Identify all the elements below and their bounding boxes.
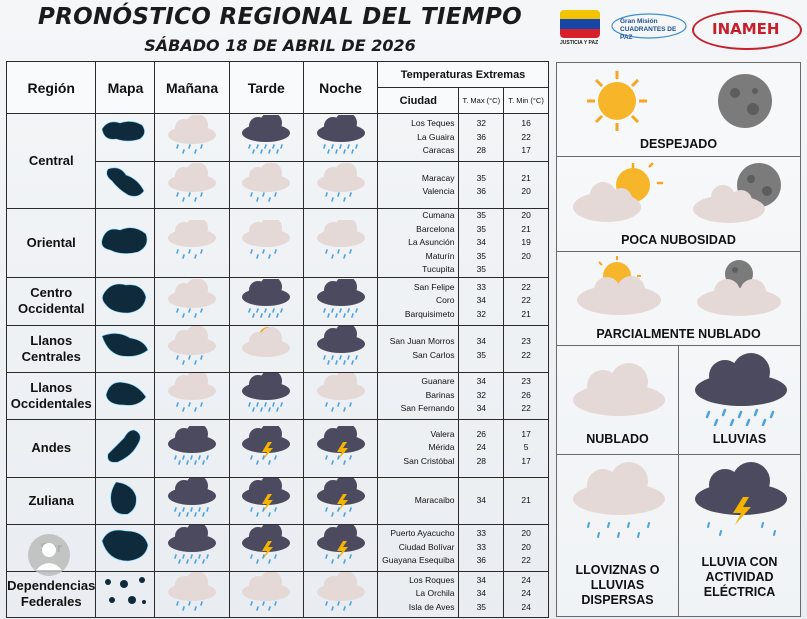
tmax-value: 36 (476, 131, 487, 142)
city-name: Los Teques (411, 118, 455, 129)
tmin-list (504, 114, 549, 162)
forecast-date: SÁBADO 18 DE ABRIL DE 2026 (144, 36, 416, 55)
tmin-value: 24 (521, 588, 531, 599)
tmax-value: 34 (476, 574, 487, 585)
table-row (7, 419, 549, 477)
tmax-value: 35 (476, 210, 487, 220)
tmin-value: 20 (521, 210, 531, 220)
afternoon-electrica-icon (229, 419, 303, 477)
tmin-value: 21 (521, 172, 531, 183)
city-list (378, 162, 459, 209)
tmin-list (504, 209, 549, 278)
region-map-icon (96, 477, 155, 524)
city-name: San Felipe (413, 281, 455, 292)
legend-electrica (678, 454, 801, 617)
tmin-list (504, 419, 549, 477)
tmax-value: 34 (476, 237, 487, 247)
tmax-list (459, 372, 504, 419)
tmin-value: 20 (521, 186, 531, 196)
city-name: San Juan Morros (389, 336, 455, 346)
region-map-icon (96, 114, 155, 162)
region-map-icon (96, 571, 155, 617)
tmin-value: 22 (521, 281, 531, 292)
lluvias-icon (691, 352, 791, 426)
legend-label-electrica: LLUVIA CON ACTIVIDAD ELÉCTRICA (701, 555, 778, 599)
tmax-value: 32 (476, 389, 487, 400)
afternoon-nublado-icon (229, 162, 303, 209)
logos-bar (560, 8, 805, 52)
night-lloviznas-icon (303, 372, 377, 419)
city-name: La Asunción (408, 237, 455, 247)
city-list (378, 372, 459, 419)
legend-lluvias (678, 345, 801, 455)
header-tmin: T. Min (°C) (504, 88, 549, 114)
morning-nublado-icon (155, 162, 229, 209)
region-name: Llanos Centrales (7, 325, 96, 372)
tmin-value: 17 (521, 145, 531, 156)
table-row (7, 571, 549, 617)
region-name: Dependencias Federales (7, 571, 96, 617)
tmin-list (504, 571, 549, 617)
city-list (378, 325, 459, 372)
tmin-value: 23 (521, 336, 531, 346)
city-name: Valencia (422, 186, 455, 196)
city-name: San Fernando (400, 403, 455, 414)
tmax-list (459, 114, 504, 162)
page-title: PRONÓSTICO REGIONAL DEL TIEMPO (37, 4, 522, 30)
region-map-icon (96, 524, 155, 571)
tmin-value: 21 (521, 494, 531, 505)
tmax-list (459, 162, 504, 209)
tmin-value: 17 (521, 428, 531, 439)
header-map: Mapa (96, 62, 155, 114)
legend-label-nublado: NUBLADO (586, 432, 649, 446)
nublado-icon (569, 358, 669, 418)
parcialmente-nublado-icon (569, 256, 789, 320)
city-name: Guanare (421, 376, 455, 387)
morning-nublado-icon (155, 571, 229, 617)
user-avatar[interactable] (28, 534, 70, 576)
city-name: Ciudad Bolívar (398, 541, 455, 552)
tmin-list (504, 477, 549, 524)
city-list (378, 209, 459, 278)
city-name: San Cristóbal (403, 455, 455, 466)
tmax-value: 28 (476, 455, 487, 466)
afternoon-lluvias-icon (229, 114, 303, 162)
tmax-value: 32 (476, 118, 487, 129)
tmin-value: 21 (521, 308, 531, 319)
afternoon-parcialmente-nublado-icon (229, 325, 303, 372)
tmax-value: 32 (476, 308, 487, 319)
tmin-value: 16 (521, 118, 531, 129)
legend-panel (556, 62, 801, 617)
legend-despejado (556, 62, 801, 157)
night-lluvias-icon (303, 114, 377, 162)
tmax-value: 35 (476, 172, 487, 183)
table-row (7, 372, 549, 419)
morning-lluvias-icon (155, 524, 229, 571)
tmax-list (459, 325, 504, 372)
tmax-list (459, 277, 504, 325)
tmin-value: 20 (521, 250, 531, 261)
inameh-text: INAMEH (712, 20, 780, 38)
tmax-value: 34 (476, 494, 487, 505)
region-name: Central (7, 114, 96, 209)
tmin-list (504, 162, 549, 209)
region-map-icon (96, 277, 155, 325)
header-city: Ciudad (378, 88, 459, 114)
tmax-value: 35 (476, 250, 487, 261)
morning-lluvias-icon (155, 477, 229, 524)
afternoon-lluvias-icon (229, 372, 303, 419)
city-name: La Guaira (417, 131, 455, 142)
user-icon (28, 534, 70, 576)
header-tmax: T. Max (°C) (459, 88, 504, 114)
legend-label-parcial: PARCIALMENTE NUBLADO (596, 327, 761, 341)
city-name: Isla de Aves (408, 601, 455, 612)
tmin-value: 5 (523, 442, 529, 453)
tmax-list (459, 524, 504, 571)
region-name: Llanos Occidentales (7, 372, 96, 419)
morning-lloviznas-icon (155, 372, 229, 419)
gran-mision-logo (610, 12, 688, 40)
gran-mision-text: Gran Misión CUADRANTES DE PAZ (620, 18, 677, 41)
tmin-value: 20 (521, 541, 531, 552)
table-row (7, 114, 549, 162)
tmin-value: 22 (521, 295, 531, 306)
tmin-value: 22 (521, 349, 531, 360)
morning-nublado-icon (155, 114, 229, 162)
table-row (7, 209, 549, 278)
tmin-value: 19 (521, 237, 531, 247)
tmin-value (504, 263, 548, 277)
night-lloviznas-icon (303, 209, 377, 278)
city-name: Los Roques (409, 574, 455, 585)
city-list (378, 277, 459, 325)
city-list (378, 114, 459, 162)
tmin-value: 23 (521, 376, 531, 387)
region-map-icon (96, 372, 155, 419)
header-morning: Mañana (155, 62, 229, 114)
legend-parcial (556, 251, 801, 346)
table-row (7, 477, 549, 524)
legend-poca (556, 156, 801, 252)
afternoon-lloviznas-icon (229, 209, 303, 278)
tmin-value: 22 (521, 555, 531, 566)
legend-lloviznas (556, 454, 679, 617)
tmax-list (459, 419, 504, 477)
venezuela-flag-logo (560, 10, 600, 38)
night-lluvias-icon (303, 277, 377, 325)
tmax-value: 33 (476, 281, 487, 292)
forecast-table (6, 61, 549, 618)
tmax-value: 35 (476, 349, 487, 360)
tmax-value: 26 (476, 428, 487, 439)
city-list (378, 571, 459, 617)
region-map-icon (96, 325, 155, 372)
inameh-logo (692, 10, 802, 50)
justicia-paz-caption: JUSTICIA Y PAZ (560, 40, 599, 46)
header-temps: Temperaturas Extremas (378, 62, 549, 88)
legend-nublado (556, 345, 679, 455)
city-name: Tucupita (422, 264, 455, 274)
city-name: Coro (436, 295, 455, 306)
city-list (378, 477, 459, 524)
city-list (378, 524, 459, 571)
electrica-icon (691, 461, 791, 541)
table-row (7, 325, 549, 372)
city-list (378, 419, 459, 477)
tmin-list (504, 524, 549, 571)
morning-lluvias-icon (155, 419, 229, 477)
morning-nublado-icon (155, 325, 229, 372)
region-map-icon (96, 209, 155, 278)
city-name: San Carlos (412, 349, 455, 360)
tmax-value: 34 (476, 403, 487, 414)
tmin-value: 24 (521, 574, 531, 585)
tmax-list (459, 571, 504, 617)
city-name: Maracaibo (414, 494, 455, 505)
region-map-icon (96, 419, 155, 477)
city-name: Barquisimeto (404, 308, 455, 319)
morning-nublado-icon (155, 277, 229, 325)
tmax-value: 33 (476, 528, 487, 539)
night-nublado-icon (303, 162, 377, 209)
city-name: Caracas (422, 145, 455, 156)
city-name: Guayana Esequiba (382, 555, 455, 566)
tmin-value: 21 (521, 223, 531, 234)
city-name: Barcelona (416, 223, 455, 234)
tmax-value: 34 (476, 376, 487, 387)
tmin-value: 20 (521, 528, 531, 539)
tmin-list (504, 325, 549, 372)
legend-label-poca: POCA NUBOSIDAD (621, 233, 736, 247)
afternoon-nublado-icon (229, 571, 303, 617)
night-lluvias-icon (303, 325, 377, 372)
region-name: Oriental (7, 209, 96, 278)
table-row (7, 277, 549, 325)
tmin-list (504, 372, 549, 419)
region-map-icon (96, 162, 155, 209)
region-name: Andes (7, 419, 96, 477)
tmax-value: 35 (476, 223, 487, 234)
city-name: La Orchila (415, 588, 455, 599)
night-electrica-icon (303, 524, 377, 571)
header-night: Noche (303, 62, 377, 114)
legend-label-lloviznas: LLOVIZNAS O LLUVIAS DISPERSAS (575, 563, 660, 607)
tmax-value: 35 (476, 264, 487, 274)
tmin-value: 17 (521, 455, 531, 466)
tmax-value: 34 (476, 588, 487, 599)
tmin-value: 26 (521, 389, 531, 400)
legend-label-lluvias: LLUVIAS (712, 432, 767, 446)
tmin-value: 22 (521, 131, 531, 142)
tmax-value: 35 (476, 601, 487, 612)
tmax-value: 36 (476, 555, 487, 566)
city-name: Mérida (428, 442, 455, 453)
tmin-value: 24 (521, 601, 531, 612)
despejado-icon (585, 69, 775, 133)
city-name: Puerto Ayacucho (390, 528, 455, 539)
tmax-value: 34 (476, 295, 487, 306)
afternoon-lluvias-icon (229, 277, 303, 325)
tmax-list (459, 209, 504, 278)
afternoon-electrica-icon (229, 477, 303, 524)
city-name: Maturín (425, 250, 455, 261)
tmax-value: 24 (476, 442, 487, 453)
tmax-value: 28 (476, 145, 487, 156)
header-region: Región (7, 62, 96, 114)
afternoon-electrica-icon (229, 524, 303, 571)
night-nublado-icon (303, 571, 377, 617)
header-afternoon: Tarde (229, 62, 303, 114)
region-name: Centro Occidental (7, 277, 96, 325)
region-name: Zuliana (7, 477, 96, 524)
tmin-list (504, 277, 549, 325)
tmin-value: 22 (521, 403, 531, 414)
city-name: Barinas (425, 389, 455, 400)
table-row (7, 524, 549, 571)
legend-label-despejado: DESPEJADO (639, 137, 718, 151)
morning-lloviznas-icon (155, 209, 229, 278)
city-name: Maracay (421, 172, 455, 183)
poca-nubosidad-icon (569, 161, 789, 225)
city-name: Cumana (422, 210, 455, 220)
lloviznas-icon (569, 461, 669, 541)
tmax-list (459, 477, 504, 524)
city-name: Valera (430, 428, 455, 439)
forecast-rows (7, 114, 549, 618)
tmax-value: 36 (476, 186, 487, 196)
night-electrica-icon (303, 477, 377, 524)
tmax-value: 33 (476, 541, 487, 552)
night-electrica-icon (303, 419, 377, 477)
tmax-value: 34 (476, 336, 487, 346)
